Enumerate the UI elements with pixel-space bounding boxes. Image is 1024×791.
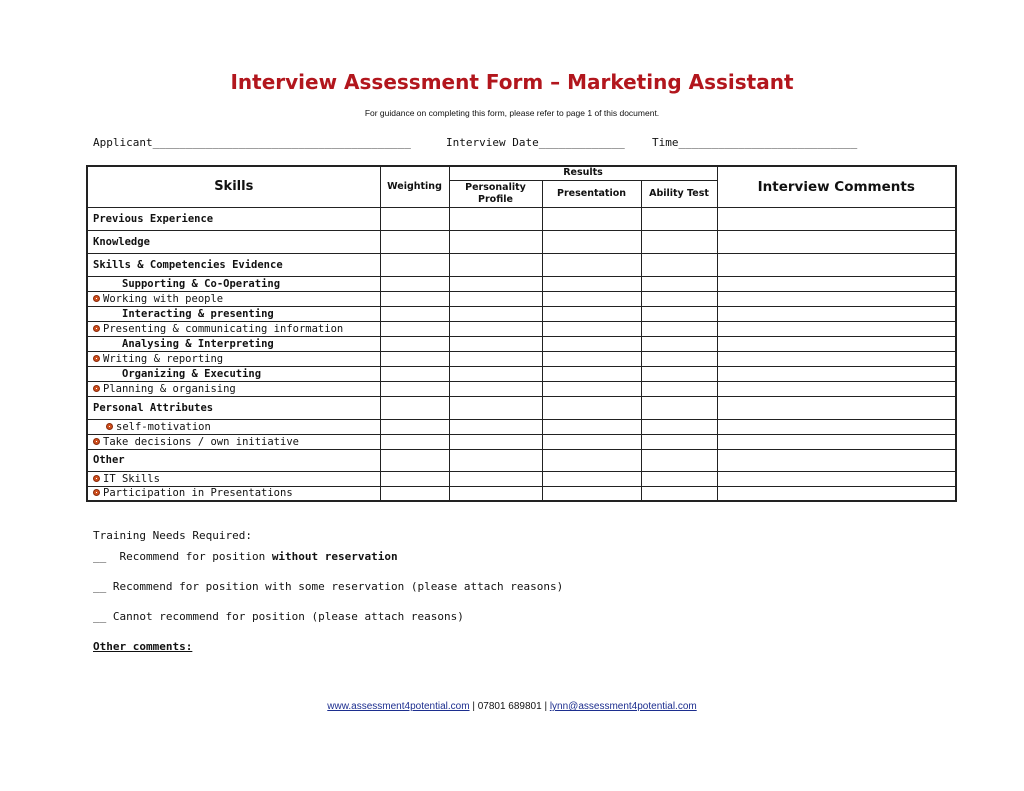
skills-header: Skills (87, 166, 380, 207)
ability-cell[interactable] (641, 321, 717, 336)
comments-cell[interactable] (717, 449, 956, 471)
presentation-cell[interactable] (542, 336, 641, 351)
table-row (87, 449, 956, 471)
ability-cell[interactable] (641, 306, 717, 321)
presentation-cell[interactable] (542, 381, 641, 396)
weighting-cell[interactable] (380, 276, 449, 291)
applicant-field[interactable]: Applicant_______________________________________ (93, 136, 411, 149)
table-row (87, 419, 956, 434)
bullet-icon (93, 295, 100, 302)
other-comments-label: Other comments: (93, 640, 193, 653)
bullet-icon (93, 475, 100, 482)
ability-cell[interactable] (641, 351, 717, 366)
personality-cell[interactable] (449, 276, 542, 291)
presentation-cell[interactable] (542, 321, 641, 336)
row-label: Take decisions / own initiative (103, 435, 299, 448)
comments-cell[interactable] (717, 351, 956, 366)
row-cell (87, 321, 380, 336)
weighting-cell[interactable] (380, 351, 449, 366)
row-cell (87, 434, 380, 449)
weighting-header: Weighting (380, 166, 449, 207)
comments-cell[interactable] (717, 336, 956, 351)
ability-cell[interactable] (641, 381, 717, 396)
recommend-some-reservation[interactable]: __ Recommend for position with some reservation (please attach reasons) (93, 580, 564, 593)
email-link[interactable]: lynn@assessment4potential.com (549, 701, 697, 712)
personality-cell[interactable] (449, 291, 542, 306)
website-link[interactable]: www.assessment4potential.com (327, 701, 470, 712)
comments-cell[interactable] (717, 381, 956, 396)
presentation-cell[interactable] (542, 366, 641, 381)
row-cell (87, 381, 380, 396)
ability-cell[interactable] (641, 449, 717, 471)
row-label: Knowledge (87, 230, 380, 253)
table-row (87, 434, 956, 449)
comments-cell[interactable] (717, 366, 956, 381)
personality-cell[interactable] (449, 486, 542, 501)
table-row (87, 276, 956, 291)
row-cell (87, 486, 380, 501)
bullet-icon (93, 355, 100, 362)
weighting-cell[interactable] (380, 449, 449, 471)
personality-cell[interactable] (449, 434, 542, 449)
weighting-cell[interactable] (380, 321, 449, 336)
ability-cell[interactable] (641, 396, 717, 419)
recommend-no-reservation-text: __ Recommend for position (93, 550, 272, 563)
weighting-cell[interactable] (380, 253, 449, 276)
personality-cell[interactable] (449, 471, 542, 486)
row-cell (87, 471, 380, 486)
personality-cell[interactable] (449, 449, 542, 471)
ability-cell[interactable] (641, 230, 717, 253)
bullet-icon (93, 438, 100, 445)
presentation-cell[interactable] (542, 207, 641, 230)
presentation-cell[interactable] (542, 291, 641, 306)
comments-cell[interactable] (717, 306, 956, 321)
bullet-icon (106, 423, 113, 430)
presentation-cell[interactable] (542, 449, 641, 471)
footer (0, 701, 1024, 712)
table-row (87, 396, 956, 419)
weighting-cell[interactable] (380, 230, 449, 253)
table-row (87, 381, 956, 396)
comments-cell[interactable] (717, 396, 956, 419)
comments-cell[interactable] (717, 253, 956, 276)
weighting-cell[interactable] (380, 434, 449, 449)
without-reservation-text: without reservation (271, 550, 398, 563)
table-row (87, 366, 956, 381)
comments-cell[interactable] (717, 230, 956, 253)
presentation-cell[interactable] (542, 471, 641, 486)
personality-cell[interactable] (449, 336, 542, 351)
bullet-icon (93, 489, 100, 496)
ability-cell[interactable] (641, 207, 717, 230)
comments-cell[interactable] (717, 434, 956, 449)
assessment-table (86, 165, 957, 502)
personality-cell[interactable] (449, 366, 542, 381)
recommend-no-reservation[interactable] (93, 550, 398, 563)
row-label: Other (87, 449, 380, 471)
table-row (87, 336, 956, 351)
ability-cell[interactable] (641, 419, 717, 434)
personality-cell[interactable] (449, 321, 542, 336)
personality-cell[interactable] (449, 253, 542, 276)
row-label: Presenting & communicating information (103, 322, 344, 335)
row-label: Previous Experience (87, 207, 380, 230)
comments-cell[interactable] (717, 419, 956, 434)
comments-cell[interactable] (717, 486, 956, 501)
form-title: Interview Assessment Form – Marketing Assistant (230, 70, 794, 94)
personality-profile-header: Personality Profile (449, 180, 542, 207)
personality-cell[interactable] (449, 396, 542, 419)
table-row (87, 207, 956, 230)
weighting-cell[interactable] (380, 486, 449, 501)
table-row (87, 471, 956, 486)
weighting-cell[interactable] (380, 366, 449, 381)
row-label: Writing & reporting (103, 352, 224, 365)
ability-cell[interactable] (641, 434, 717, 449)
training-needs-label: Training Needs Required: (93, 529, 252, 542)
comments-cell[interactable] (717, 207, 956, 230)
row-cell (87, 419, 380, 434)
presentation-header: Presentation (542, 180, 641, 207)
presentation-cell[interactable] (542, 253, 641, 276)
comments-cell[interactable] (717, 321, 956, 336)
cannot-recommend[interactable]: __ Cannot recommend for position (please attach reasons) (93, 610, 464, 623)
ability-cell[interactable] (641, 253, 717, 276)
presentation-cell[interactable] (542, 276, 641, 291)
row-label: Personal Attributes (87, 396, 380, 419)
table-row (87, 486, 956, 501)
ability-test-header: Ability Test (641, 180, 717, 207)
ability-cell[interactable] (641, 471, 717, 486)
row-label: Planning & organising (103, 382, 236, 395)
table-row (87, 306, 956, 321)
presentation-cell[interactable] (542, 419, 641, 434)
guidance-note: For guidance on completing this form, please refer to page 1 of this document. (364, 108, 660, 118)
row-label: Skills & Competencies Evidence (87, 253, 380, 276)
personality-cell[interactable] (449, 419, 542, 434)
personality-cell[interactable] (449, 351, 542, 366)
weighting-cell[interactable] (380, 471, 449, 486)
weighting-cell[interactable] (380, 381, 449, 396)
ability-cell[interactable] (641, 336, 717, 351)
ability-cell[interactable] (641, 276, 717, 291)
time-field[interactable]: Time___________________________ (652, 136, 858, 149)
results-header: Results (449, 166, 717, 180)
row-label: self-motivation (116, 420, 211, 433)
row-label: Participation in Presentations (103, 487, 293, 500)
ability-cell[interactable] (641, 486, 717, 501)
personality-cell[interactable] (449, 207, 542, 230)
weighting-cell[interactable] (380, 419, 449, 434)
presentation-cell[interactable] (542, 230, 641, 253)
presentation-cell[interactable] (542, 486, 641, 501)
row-label: Supporting & Co-Operating (87, 276, 380, 291)
bullet-icon (93, 325, 100, 332)
weighting-cell[interactable] (380, 291, 449, 306)
table-row (87, 253, 956, 276)
comments-cell[interactable] (717, 291, 956, 306)
row-label: Interacting & presenting (87, 306, 380, 321)
presentation-cell[interactable] (542, 351, 641, 366)
ability-cell[interactable] (641, 366, 717, 381)
comments-cell[interactable] (717, 276, 956, 291)
weighting-cell[interactable] (380, 306, 449, 321)
row-cell (87, 291, 380, 306)
presentation-cell[interactable] (542, 396, 641, 419)
table-row (87, 230, 956, 253)
table-row (87, 321, 956, 336)
presentation-cell[interactable] (542, 306, 641, 321)
row-cell (87, 351, 380, 366)
phone-text: | 07801 689801 | (469, 701, 550, 712)
row-label: Organizing & Executing (87, 366, 380, 381)
weighting-cell[interactable] (380, 396, 449, 419)
weighting-cell[interactable] (380, 207, 449, 230)
weighting-cell[interactable] (380, 336, 449, 351)
presentation-cell[interactable] (542, 434, 641, 449)
row-label: Working with people (103, 292, 224, 305)
row-label: Analysing & Interpreting (87, 336, 380, 351)
personality-cell[interactable] (449, 381, 542, 396)
comments-cell[interactable] (717, 471, 956, 486)
personality-cell[interactable] (449, 230, 542, 253)
table-row (87, 351, 956, 366)
table-row (87, 291, 956, 306)
interview-date-field[interactable]: Interview Date_____________ (446, 136, 625, 149)
ability-cell[interactable] (641, 291, 717, 306)
personality-cell[interactable] (449, 306, 542, 321)
row-label: IT Skills (103, 472, 160, 485)
interview-comments-header: Interview Comments (717, 166, 956, 207)
bullet-icon (93, 385, 100, 392)
